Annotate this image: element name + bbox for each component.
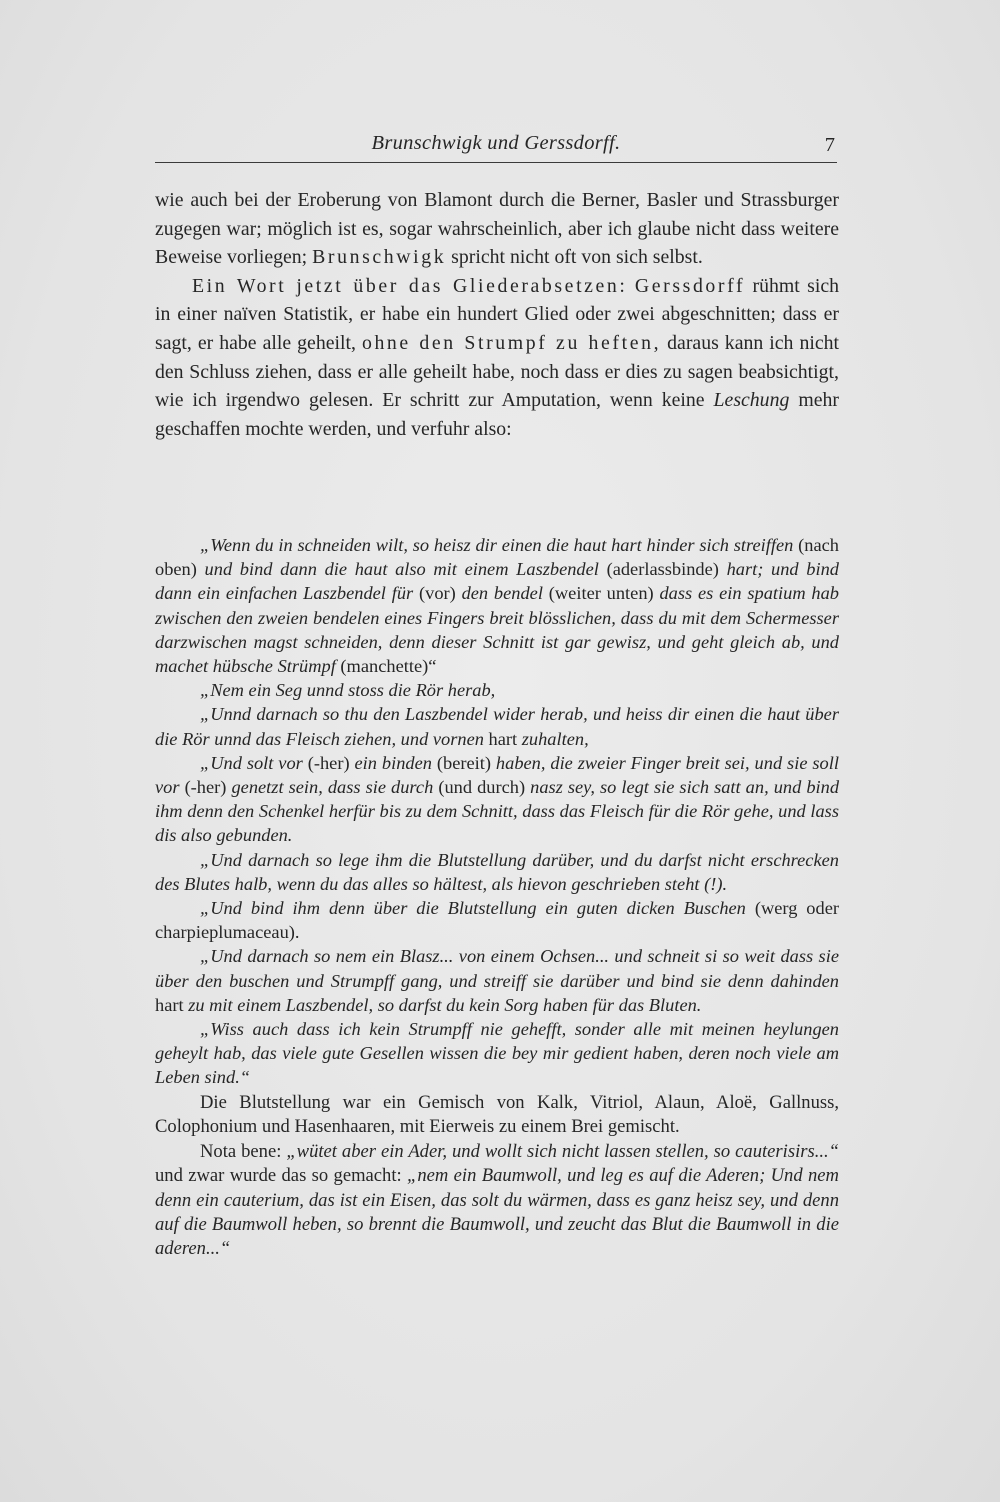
body-text <box>155 186 839 443</box>
paragraph-1: wie auch bei der Eroberung von Blamont durch die Berner, Basler und Strassburger zugegen war; möglich ist es, sogar wahrscheinlich, aber ich glaube nicht dass weitere Beweise vorliegen; Brunschwigk spricht nicht oft von sich selbst. <box>155 189 839 269</box>
quote-6: „Und bind ihm denn über die Blutstellung ein guten dicken Buschen (werg oder charpieplumaceau). <box>155 898 839 943</box>
running-title: Brunschwigk und Gerssdorff. <box>371 132 621 154</box>
quote-3: „Unnd darnach so thu den Laszbendel wider herab, und heiss dir einen die haut über die Rör unnd das Fleisch ziehen, und vornen hart zuhalten, <box>155 704 839 749</box>
quote-4: „Und solt vor (-her) ein binden (bereit) haben, die zweier Finger breit sei, und sie soll vor (-her) genetzt sein, dass sie durch (und durch) nasz sey, so legt sie sich satt an, und bind ihm denn den Schenkel herfür bis zu dem Schnitt, dass das Fleisch für die Rör gehe, und lass dis also gebunden. <box>155 752 840 846</box>
quote-1: „Wenn du in schneiden wilt, so heisz dir einen die haut hart hinder sich streiffen (nach oben) und bind dann die haut also mit einem Laszbendel (aderlassbinde) hart; und bind dann ein einfachen Laszbendel für (vor) den bendel (weiter unten) dass es ein spatium hab zwischen den zweien bendelen eines Fingers breit blösslichen, dass du mit dem Schermesser darzwischen magst schneiden, denn dieser Schnitt ist gar gewisz, und geht gleich ab, und machet hübsche Strümpf (manchette)“ <box>155 535 840 677</box>
page-number: 7 <box>824 134 835 156</box>
closing-text <box>155 1091 839 1262</box>
quote-2: „Nem ein Seg unnd stoss die Rör herab, <box>200 680 496 701</box>
closing-paragraph-2: Nota bene: „wütet aber ein Ader, und wollt sich nicht lassen stellen, so cauterisirs...“ und zwar wurde das so gemacht: „nem ein Baumwoll, und leg es auf die Aderen; Und nem denn ein cauterium, das ist ein Eisen, das solt du wärmen, dass es ganz heisz sey, und denn auf die Baumwoll heben, so brennt die Baumwoll, und zeucht das Blut die Baumwoll in die aderen...“ <box>155 1140 839 1260</box>
quote-5: „Und darnach so lege ihm die Blutstellung darüber, und du darfst nicht erschrecken des Blutes halb, wenn du das alles so hältest, als hievon geschrieben steht (!). <box>155 849 839 894</box>
quote-8: „Wiss auch dass ich kein Strumpff nie gehefft, sonder alle mit meinen heylungen geheylt hab, das viele gute Gesellen wissen die bey mir gedient haben, deren noch viele am Leben sind.“ <box>155 1019 839 1088</box>
quote-7: „Und darnach so nem ein Blasz... von einem Ochsen... und schneit si so weit dass sie über den buschen und Strumpff gang, und streiff sie darüber und bind sie denn dahinden hart zu mit einem Laszbendel, so darfst du kein Sorg haben für das Bluten. <box>155 946 839 1015</box>
closing-paragraph-1: Die Blutstellung war ein Gemisch von Kalk, Vitriol, Alaun, Aloë, Gallnuss, Colophonium und Hasenhaaren, mit Eierweis zu einem Brei gemischt. <box>155 1092 839 1138</box>
page-header <box>155 128 837 163</box>
paragraph-2: Ein Wort jetzt über das Gliederabsetzen: Gerssdorff rühmt sich in einer naïven Statistik, er habe ein hundert Glied oder zwei abgeschnitten; dass er sagt, er habe alle geheilt, ohne den Strumpf zu heften, daraus kann ich nicht den Schluss ziehen, dass er alle geheilt habe, noch dass er dies zu sagen beabsichtigt, wie ich irgendwo gelesen. Er schritt zur Amputation, wenn keine Leschung mehr geschaffen mochte werden, und verfuhr also: <box>155 274 840 440</box>
quoted-passage <box>155 533 839 1090</box>
